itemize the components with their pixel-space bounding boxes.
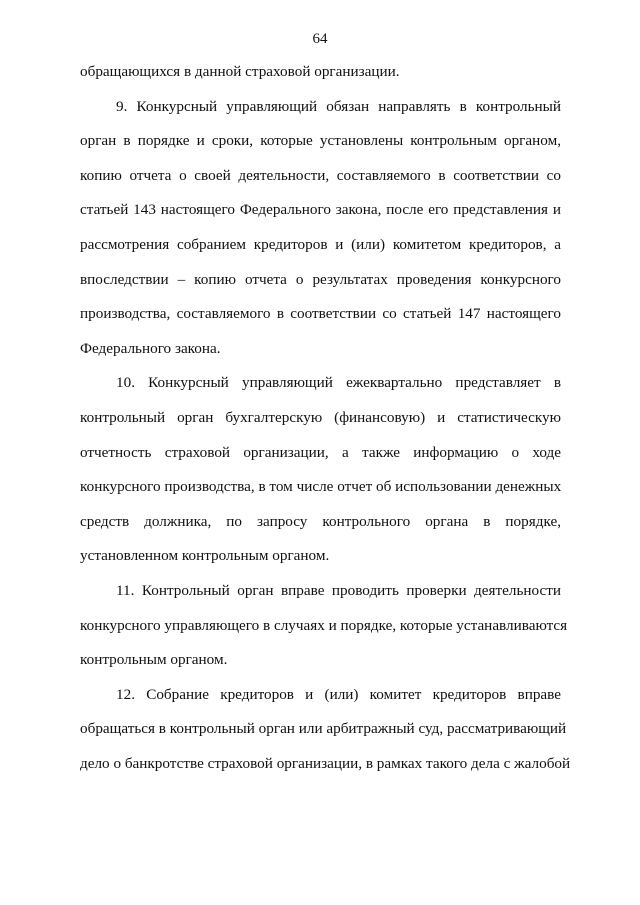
text-line: 10. Конкурсный управляющий ежеквартально представляет в — [116, 374, 561, 392]
text-line: средств должника, по запросу контрольного органа в порядке, — [80, 512, 561, 530]
text-line: конкурсного управляющего в случаях и порядке, которые устанавливаются — [80, 616, 568, 634]
text-line: обращаться в контрольный орган или арбитражный суд, рассматривающий — [80, 720, 567, 738]
text-line: обращающихся в данной страховой организации. — [80, 63, 400, 80]
text-line: 9. Конкурсный управляющий обязан направлять в контрольный — [116, 97, 561, 115]
text-line: впоследствии – копию отчета о результатах проведения конкурсного — [80, 270, 561, 288]
text-line: 11. Контрольный орган вправе проводить проверки деятельности — [116, 581, 561, 599]
text-line: рассмотрения собранием кредиторов и (или) комитетом кредиторов, а — [80, 235, 561, 253]
text-line: дело о банкротстве страховой организации, в рамках такого дела с жалобой — [80, 754, 571, 772]
document-body — [80, 62, 571, 788]
text-line: орган в порядке и сроки, которые установлены контрольным органом, — [80, 132, 561, 150]
paragraph-continuation — [80, 62, 561, 97]
text-line: контрольный орган бухгалтерскую (финансовую) и статистическую — [80, 408, 561, 426]
text-line: установленном контрольным органом. — [80, 547, 330, 565]
paragraph-item-10 — [80, 373, 561, 581]
text-line: копию отчета о своей деятельности, составляемого в соответствии со — [80, 166, 561, 184]
page-number: 64 — [312, 31, 328, 47]
text-line: Федерального закона. — [80, 339, 221, 357]
text-line: контрольным органом. — [80, 651, 228, 669]
text-line: отчетность страховой организации, а также информацию о ходе — [80, 443, 561, 461]
paragraph-item-12 — [80, 685, 571, 789]
paragraph-item-11 — [80, 581, 568, 685]
text-line: 12. Собрание кредиторов и (или) комитет кредиторов вправе — [116, 685, 561, 703]
text-line: статьей 143 настоящего Федерального закона, после его представления и — [80, 201, 561, 219]
paragraph-item-9 — [80, 97, 561, 374]
text-line: конкурсного производства, в том числе отчет об использовании денежных — [80, 478, 562, 496]
text-line: производства, составляемого в соответствии со статьей 147 настоящего — [80, 305, 561, 323]
